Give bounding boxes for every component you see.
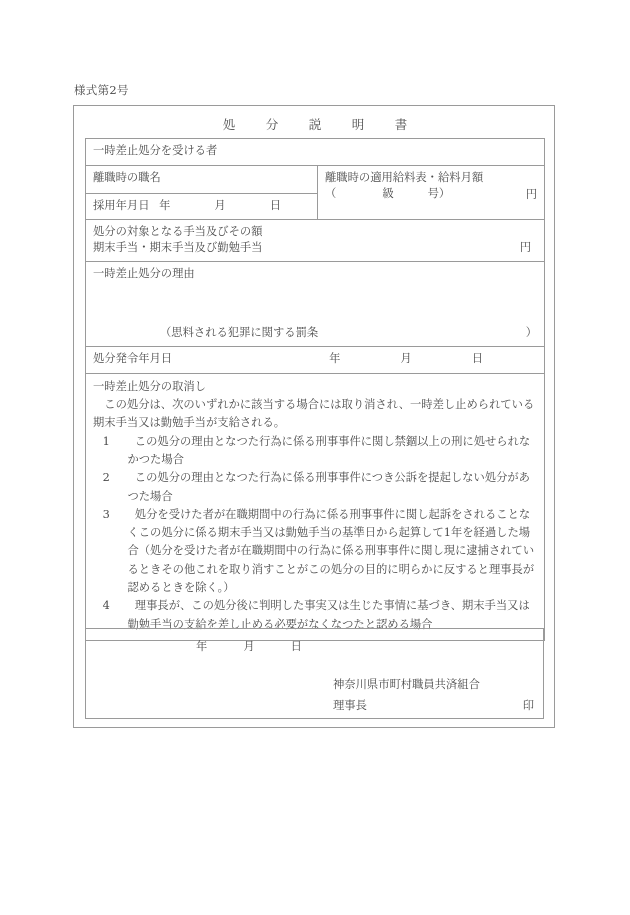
issuer-organization-text: 神奈川県市町村職員共済組合: [333, 678, 480, 691]
condition-text: この処分の理由となつた行為に係る刑事事件に関し禁錮以上の刑に処せられなかつた場合: [127, 434, 531, 466]
hire-date-line: [93, 198, 311, 214]
signature-year-label: 年: [196, 640, 208, 653]
cell-hire-date: [86, 194, 318, 220]
list-item: [104, 506, 537, 597]
condition-number: 3: [102, 507, 110, 521]
signature-month-label: 月: [243, 640, 255, 653]
cancellation-block: [86, 374, 544, 640]
reason-header-text: 一時差止処分の理由: [93, 266, 195, 280]
cancellation-conditions-list: [93, 433, 537, 634]
cell-position-label: [86, 166, 318, 194]
position-label-text: 離職時の職名: [93, 171, 161, 184]
subject-header-text: 一時差止処分を受ける者: [93, 144, 218, 157]
order-date-day-label: 日: [471, 351, 483, 365]
cell-allowance: [86, 220, 545, 262]
hire-date-year-label: 年: [159, 199, 171, 212]
list-item: [104, 469, 537, 506]
order-date-label: 処分発令年月日: [93, 351, 173, 365]
table-row-reason: [86, 261, 545, 346]
signature-day-label: 日: [290, 640, 302, 653]
order-date-year-label: 年: [329, 351, 341, 365]
cell-signature: [86, 629, 544, 719]
table-row-cancellation: [86, 373, 545, 640]
table-row-order-date: [86, 346, 545, 373]
condition-text: この処分の理由となつた行為に係る刑事事件につき公訴を提起しない処分があつた場合: [127, 471, 530, 503]
condition-number: 1: [102, 434, 110, 448]
table-row-signature: [86, 629, 544, 719]
penal-code-label: （思料される犯罪に関する罰条: [160, 326, 319, 340]
allowance-items-text: 期末手当・期末手当及び勤勉手当: [93, 241, 263, 255]
document-outer-frame: [73, 105, 555, 728]
seal-mark: 印: [522, 699, 534, 712]
allowance-block: [93, 224, 538, 257]
form-number-label: 様式第2号: [74, 83, 129, 97]
salary-yen-unit: 円: [525, 188, 537, 202]
salary-grade-line: [325, 186, 538, 202]
salary-grade-label: 級: [382, 187, 394, 201]
condition-text: 処分を受けた者が在職期間中の行為に係る刑事事件に関し起訴をされることなくこの処分に係る期末手当又は勤勉手当の基準日から起算して1年を経過した場合（処分を受けた者が在職期間中の行為に係る刑事事件に関し現に逮捕されているときその他これを取り消すことがこの処分の目的に明らかに反すると理事長が認めるときを除く。）: [127, 507, 535, 595]
signature-date-line: [196, 638, 302, 654]
order-date-month-label: 月: [400, 351, 412, 365]
issuer-title-row: [333, 697, 534, 713]
reason-block: [86, 262, 544, 346]
disposition-main-table: [85, 138, 545, 641]
penal-code-line: [160, 325, 537, 341]
cancellation-header-text: 一時差止処分の取消し: [93, 379, 206, 393]
cell-cancellation: [86, 373, 545, 640]
hire-date-month-label: 月: [214, 199, 226, 212]
table-row-subject-header: [86, 139, 545, 166]
document-title: 処 分 説 明 書: [222, 117, 417, 132]
salary-number-label: 号）: [427, 187, 451, 201]
issuer-title-text: 理事長: [333, 699, 367, 712]
allowance-yen-unit: 円: [519, 241, 531, 255]
penal-code-close-paren: ）: [525, 326, 537, 340]
hire-date-day-label: 日: [269, 199, 281, 212]
cell-reason: [86, 261, 545, 346]
cell-subject-header: [86, 139, 545, 166]
hire-date-label: 採用年月日: [93, 199, 150, 212]
order-date-line: [93, 351, 538, 367]
signature-table: [85, 628, 544, 719]
condition-text: 理事長が、この処分後に判明した事実又は生じた事情に基づき、期末手当又は勤勉手当の支給を差し止める必要がなくなつたと認める場合: [127, 599, 530, 631]
allowance-header-text: 処分の対象となる手当及びその額: [93, 225, 263, 238]
list-item: [104, 433, 537, 470]
cell-order-date: [86, 346, 545, 373]
salary-paren-open: （: [325, 187, 337, 201]
condition-number: 2: [102, 471, 110, 485]
salary-header-text: 離職時の適用給料表・給料月額: [325, 171, 484, 184]
condition-number: 4: [102, 599, 110, 613]
cell-salary-block: [318, 166, 545, 220]
cancellation-intro-text: この処分は、次のいずれかに該当する場合には取り消され、一時差し止められている期末手当又は勤勉手当が支給される。: [93, 398, 535, 430]
table-row-position: [86, 166, 545, 194]
table-row-allowance: [86, 220, 545, 262]
